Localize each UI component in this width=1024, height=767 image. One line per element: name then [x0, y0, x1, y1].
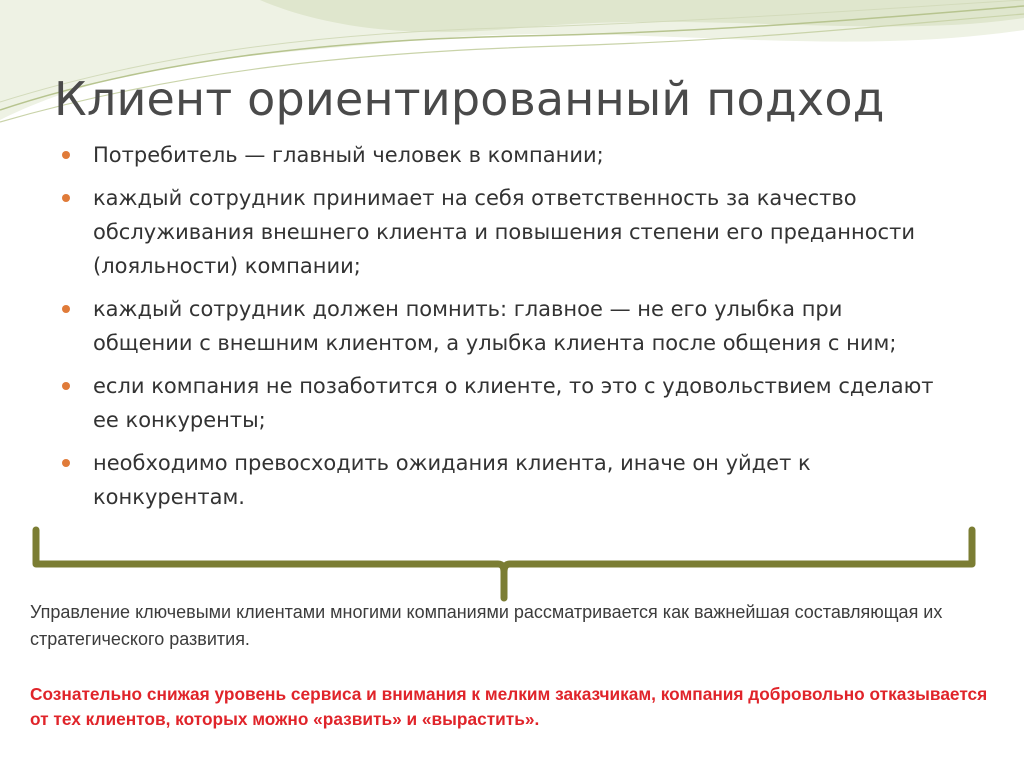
bullet-dot	[62, 382, 70, 390]
bullet-item	[60, 138, 940, 172]
bullet-item	[60, 292, 940, 360]
bullet-item	[60, 446, 940, 514]
curly-brace	[28, 526, 988, 602]
bullet-text: каждый сотрудник принимает на себя ответственность за качество обслуживания внешнего клиента и повышения степени его преданности (лояльности) компании;	[93, 186, 915, 278]
bullet-text: если компания не позаботится о клиенте, то это с удовольствием сделают ее конкуренты;	[93, 374, 934, 432]
bullet-item	[60, 181, 940, 283]
bullet-text: Потребитель — главный человек в компании;	[93, 143, 604, 167]
bullet-list	[60, 138, 940, 523]
bullet-text: каждый сотрудник должен помнить: главное — не его улыбка при общении с внешним клиентом, а улыбка клиента после общения с ним;	[93, 297, 897, 355]
summary-text: Управление ключевыми клиентами многими компаниями рассматривается как важнейшая составляющая их стратегического развития.	[30, 602, 943, 649]
bullet-dot	[62, 459, 70, 467]
bullet-item	[60, 369, 940, 437]
bullet-dot	[62, 194, 70, 202]
bullet-dot	[62, 151, 70, 159]
warning-text: Сознательно снижая уровень сервиса и внимания к мелким заказчикам, компания добровольно отказывается от тех клиентов, которых можно «развить» и «вырастить».	[30, 684, 988, 729]
bullet-dot	[62, 305, 70, 313]
bullet-text: необходимо превосходить ожидания клиента, иначе он уйдет к конкурентам.	[93, 451, 811, 509]
slide-title: Клиент ориентированный подход	[54, 72, 885, 126]
